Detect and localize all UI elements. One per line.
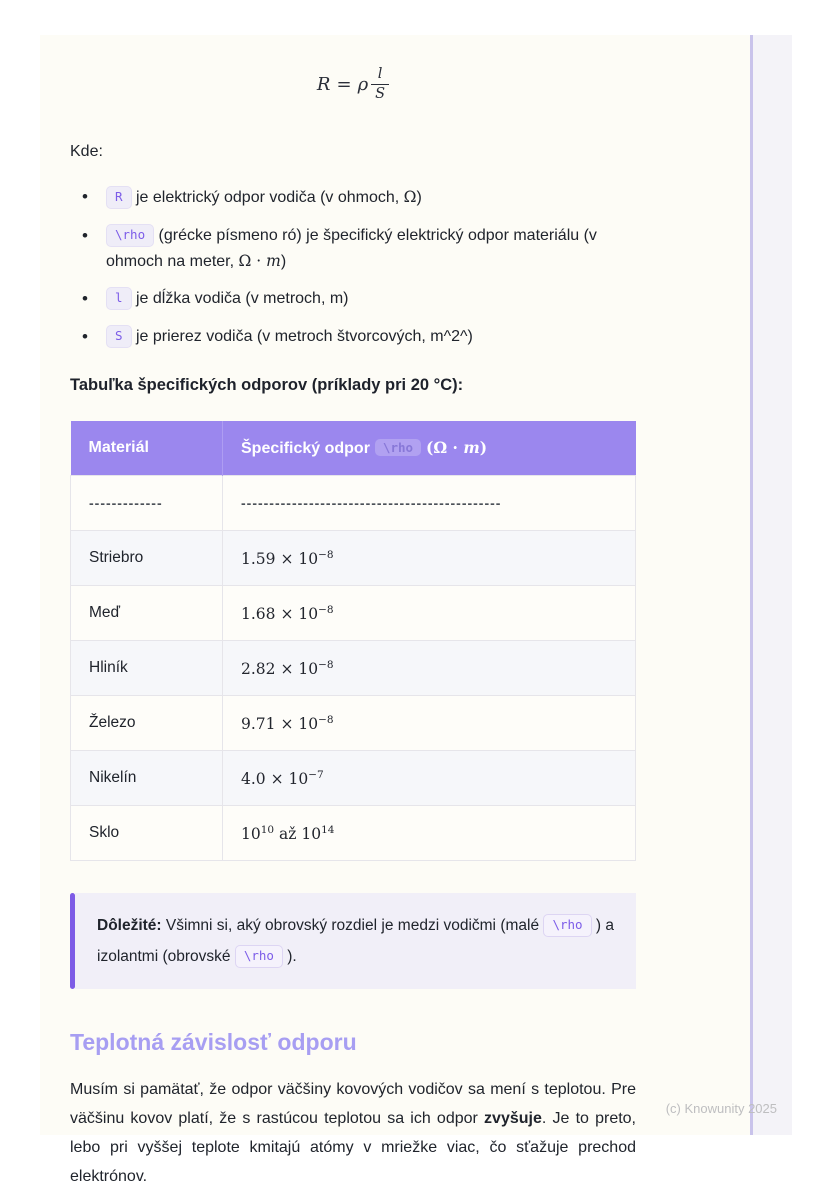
code-token-l: l [106, 287, 132, 310]
cell-value: $2.82 \times 10^{-8}$ [223, 641, 636, 696]
table-row [71, 641, 636, 696]
formula-denominator: S [371, 84, 389, 104]
callout-text: Dôležité: Všimni si, aký obrovský rozdiel je medzi vodičmi (malé \rho ) a izolantmi (obrovské \rho ). [75, 893, 636, 989]
cell-value: ---------------------------------------------- [223, 476, 636, 531]
intro-label: Kde: [70, 143, 103, 160]
definition-list [70, 185, 636, 350]
bullet-text: ) [280, 252, 287, 270]
table-heading: Tabuľka špecifických odporov (príklady pri 20 °C): [70, 375, 464, 394]
code-token-rho: \rho [106, 224, 154, 247]
formula-fraction [371, 65, 389, 104]
cell-value: $10^{10}$ až $10^{14}$ [223, 806, 636, 861]
cell-material: Železo [71, 696, 223, 751]
cell-material: Meď [71, 586, 223, 641]
resistance-formula [70, 55, 636, 113]
cell-value: $1.68 \times 10^{-8}$ [223, 586, 636, 641]
section-paragraph: Musím si pamätať, že odpor väčšiny kovových vodičov sa mení s teplotou. Pre väčšinu kovov platí, že s rastúcou teplotou sa ich odpor zvyšuje. Je to preto, lebo pri vyššej teplote kmitajú atómy v mriežke viac, čo sťažuje prechod elektrónov. [70, 1081, 637, 1185]
cell-material: Sklo [71, 806, 223, 861]
code-token-rho: \rho [375, 439, 421, 456]
callout-label: Dôležité: [97, 917, 162, 935]
bullet-text: (grécke písmeno ró) je špecifický elektrický odpor materiálu (v ohmoch na meter, [106, 226, 597, 270]
cell-material: ------------- [71, 476, 223, 531]
bullet-text: ) [416, 189, 422, 206]
section-heading: Teplotná závislosť odporu [70, 1029, 357, 1056]
cell-value: $9.71 \times 10^{-8}$ [223, 696, 636, 751]
formula-equals: = [336, 73, 352, 95]
formula-rho: ρ [357, 73, 369, 95]
formula-R: R [316, 73, 331, 95]
cell-material: Nikelín [71, 751, 223, 806]
code-token-R: R [106, 186, 132, 209]
table-header-row [71, 421, 636, 476]
cell-value: $4.0 \times 10^{-7}$ [223, 751, 636, 806]
bullet-text: je prierez vodiča (v metroch štvorcových, m^2^) [131, 328, 473, 346]
list-item [80, 287, 636, 312]
omega-symbol: Ω [403, 188, 417, 206]
bold-emphasis: zvyšuje [484, 1110, 542, 1128]
important-callout [70, 893, 636, 989]
table-row [71, 586, 636, 641]
list-item [80, 325, 636, 350]
table-row [71, 696, 636, 751]
cell-value: $1.59 \times 10^{-8}$ [223, 531, 636, 586]
list-item [80, 185, 636, 211]
cell-material: Hliník [71, 641, 223, 696]
scrollbar[interactable] [750, 35, 792, 1135]
table-row [71, 476, 636, 531]
bullet-text: je elektrický odpor vodiča (v ohmoch, [131, 189, 404, 206]
table-row [71, 531, 636, 586]
formula-numerator: l [377, 65, 383, 82]
resistivity-table [70, 421, 636, 862]
table-row [71, 806, 636, 861]
column-header-resistivity: Špecifický odpor \rho (Ω · m) [223, 421, 636, 476]
code-token-rho: \rho [543, 914, 591, 937]
omega-symbol: Ω · [238, 251, 267, 270]
table-row [71, 751, 636, 806]
document-page [40, 35, 792, 1185]
column-header-material: Materiál [71, 421, 223, 476]
bullet-text: je dĺžka vodiča (v metroch, m) [131, 290, 349, 308]
page-content [70, 35, 636, 1192]
list-item [80, 224, 636, 275]
copyright-watermark: (c) Knowunity 2025 [665, 1101, 777, 1116]
code-token-S: S [106, 325, 132, 348]
code-token-rho: \rho [235, 945, 283, 968]
meter-symbol: m [266, 251, 281, 270]
cell-material: Striebro [71, 531, 223, 586]
